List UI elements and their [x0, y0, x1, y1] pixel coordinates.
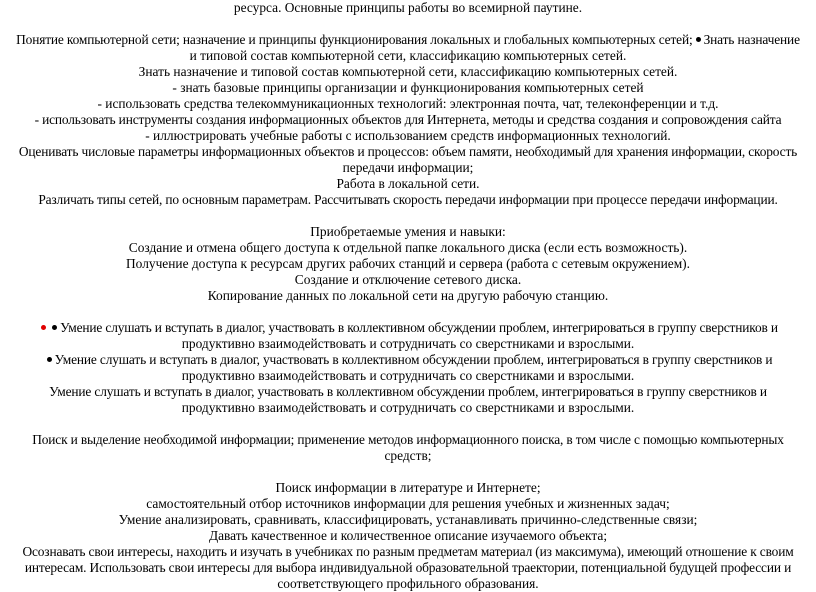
text-line: продуктивно взаимодействовать и сотрудничать со сверстниками и взрослыми. — [181, 368, 635, 383]
text-line: и типовой состав компьютерной сети, классификацию компьютерных сетей. — [189, 48, 627, 63]
text-segment: Знать назначение — [703, 32, 800, 47]
text-line: - использовать инструменты создания информационных объектов для Интернета, методы и средства создания и сопровождения сайта — [34, 112, 782, 127]
text-line: Приобретаемые умения и навыки: — [310, 224, 506, 239]
text-line: Знать назначение и типовой состав компьютерной сети, классификацию компьютерных сетей. — [138, 64, 678, 79]
text-line: - иллюстрировать учебные работы с использованием средств информационных технологий. — [145, 128, 671, 143]
text-line: передачи информации; — [342, 160, 474, 175]
text-line: Создание и отмена общего доступа к отдельной папке локального диска (если есть возможность). — [128, 240, 688, 255]
text-line: Осознавать свои интересы, находить и изучать в учебниках по разным предметам материал (из максимума), имеющий отношение к своим — [22, 544, 794, 559]
text-line: продуктивно взаимодействовать и сотрудничать со сверстниками и взрослыми. — [181, 400, 635, 415]
text-line — [4, 352, 812, 368]
text-segment: Умение слушать и вступать в диалог, участвовать в коллективном обсуждении проблем, интегрироваться в группу сверстников и — [54, 352, 773, 367]
text-line: самостоятельный отбор источников информации для решения учебных и жизненных задач; — [146, 496, 670, 511]
blank-line — [4, 416, 812, 432]
text-line: интересам. Использовать свои интересы для выбора индивидуальной образовательной траектории, потенциальной будущей профессии и — [24, 560, 792, 575]
text-line: Поиск и выделение необходимой информации; применение методов информационного поиска, в том числе с помощью компьютерных — [32, 432, 784, 447]
text-line: Оценивать числовые параметры информационных объектов и процессов: объем памяти, необходимый для хранения информации, скорость — [18, 144, 798, 159]
text-segment: Умение слушать и вступать в диалог, участвовать в коллективном обсуждении проблем, интегрироваться в группу сверстников и — [60, 320, 778, 335]
text-line: Различать типы сетей, по основным параметрам. Рассчитывать скорость передачи информации при процессе передачи информации. — [38, 192, 778, 207]
text-line: Создание и отключение сетевого диска. — [294, 272, 522, 287]
text-line — [4, 32, 812, 48]
black-dot-icon — [47, 357, 52, 362]
text-line: Умение анализировать, сравнивать, классифицировать, устанавливать причинно-следственные связи; — [118, 512, 698, 527]
text-line — [4, 320, 812, 336]
text-line: Копирование данных по локальной сети на другую рабочую станцию. — [207, 288, 609, 303]
text-segment: Понятие компьютерной сети; назначение и принципы функционирования локальных и глобальных компьютерных сетей; — [16, 32, 693, 47]
text-line: Умение слушать и вступать в диалог, участвовать в коллективном обсуждении проблем, интегрироваться в группу сверстников и — [49, 384, 767, 399]
text-line: средств; — [384, 448, 432, 463]
text-line: - использовать средства телекоммуникационных технологий: электронная почта, чат, телеконференции и т.д. — [97, 96, 719, 111]
text-line: ресурса. Основные принципы работы во всемирной паутине. — [233, 0, 583, 15]
text-line: Получение доступа к ресурсам других рабочих станций и сервера (работа с сетевым окружением). — [126, 256, 690, 271]
text-line: соответствующего профильного образования. — [277, 576, 539, 591]
blank-line — [4, 464, 812, 480]
black-dot-icon — [52, 325, 57, 330]
text-line: Поиск информации в литературе и Интернете; — [275, 480, 541, 495]
blank-line — [4, 304, 812, 320]
text-line: Давать качественное и количественное описание изучаемого объекта; — [208, 528, 608, 543]
text-line: - знать базовые принципы организации и функционирования компьютерных сетей — [172, 80, 644, 95]
black-dot-icon — [696, 37, 701, 42]
red-dot-icon — [41, 325, 46, 330]
text-line: продуктивно взаимодействовать и сотрудничать со сверстниками и взрослыми. — [181, 336, 635, 351]
blank-line — [4, 208, 812, 224]
blank-line — [4, 16, 812, 32]
text-line: Работа в локальной сети. — [336, 176, 480, 191]
